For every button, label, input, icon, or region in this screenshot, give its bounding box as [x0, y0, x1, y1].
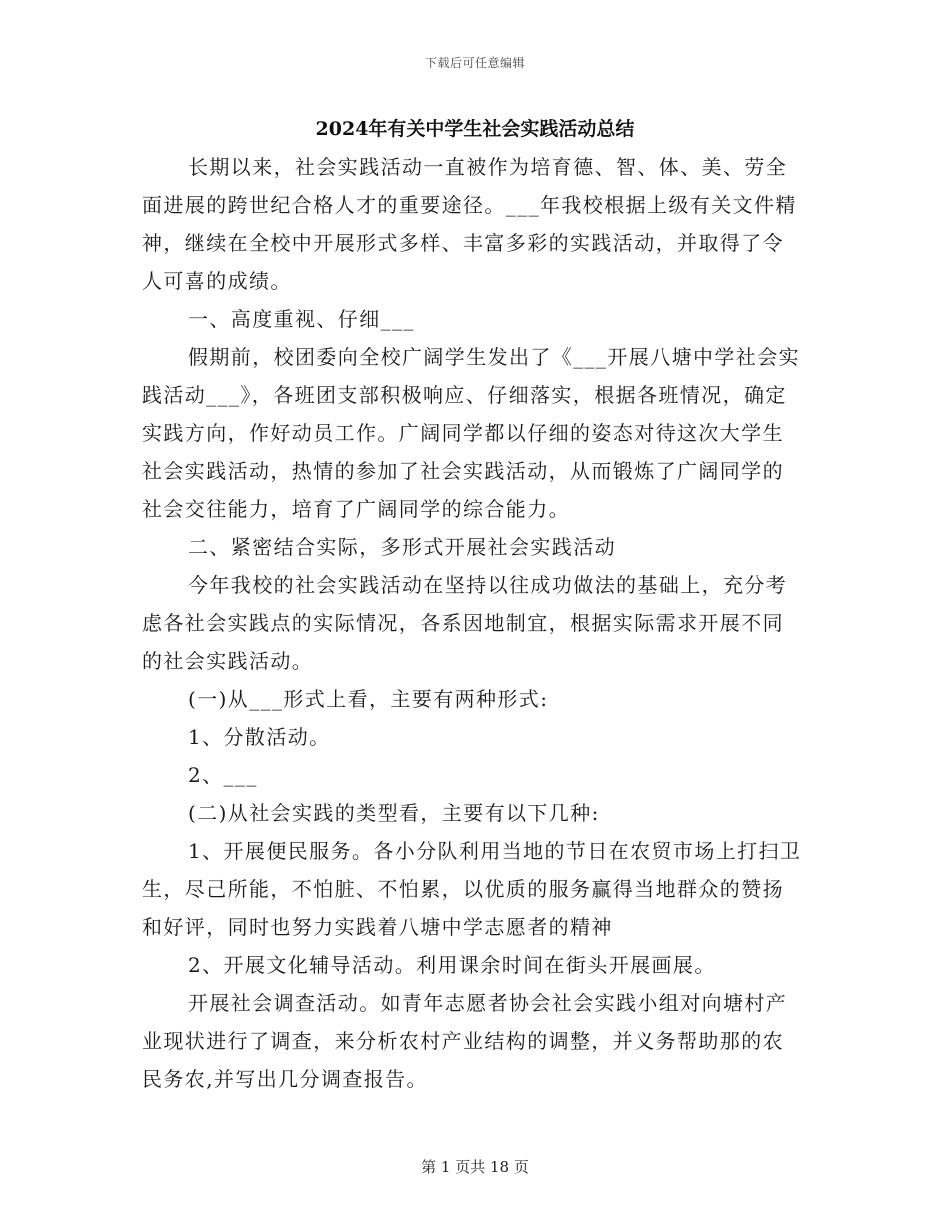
paragraph-section-1: 假期前，校团委向全校广阔学生发出了《___开展八塘中学社会实践活动___》，各班团支部积极响应、仔细落实，根据各班情况，确定实践方向，作好动员工作。广阔同学都以仔细的姿态对待这次大学生社会实践活动，热情的参加了社会实践活动，从而锻炼了广阔同学的社会交往能力，培育了广阔同学的综合能力。 [142, 345, 800, 521]
page-footer: 第 1 页共 18 页 [421, 1158, 529, 1176]
subheading-forms: (一)从___形式上看，主要有两种形式: [188, 687, 549, 711]
list-item-types-1: 1、开展便民服务。各小分队利用当地的节日在农贸市场上打扫卫生，尽己所能，不怕脏、不怕累，以优质的服务赢得当地群众的赞扬和好评，同时也努力实践着八塘中学志愿者的精神 [142, 839, 802, 939]
paragraph-survey: 开展社会调查活动。如青年志愿者协会社会实践小组对向塘村产业现状进行了调查，来分析农村产业结构的调整，并义务帮助那的农民务农,并写出几分调查报告。 [142, 991, 788, 1091]
section-heading-2: 二、紧密结合实际，多形式开展社会实践活动 [188, 535, 616, 559]
section-heading-1: 一、高度重视、仔细___ [188, 307, 415, 331]
paragraph-section-2: 今年我校的社会实践活动在坚持以往成功做法的基础上，充分考虑各社会实践点的实际情况，各系因地制宜，根据实际需求开展不同的社会实践活动。 [142, 573, 788, 673]
header-note: 下载后可任意编辑 [424, 56, 525, 70]
paragraph-intro: 长期以来，社会实践活动一直被作为培育德、智、体、美、劳全面进展的跨世纪合格人才的重要途径。___年我校根据上级有关文件精神，继续在全校中开展形式多样、丰富多彩的实践活动，并取得了令人可喜的成绩。 [142, 155, 797, 293]
list-item-forms-1: 1、分散活动。 [188, 725, 331, 749]
list-item-types-2: 2、开展文化辅导活动。利用课余时间在街头开展画展。 [188, 953, 716, 977]
document-title: 2024年有关中学生社会实践活动总结 [315, 118, 635, 140]
list-item-forms-2: 2、___ [188, 763, 258, 787]
subheading-types: (二)从社会实践的类型看，主要有以下几种: [188, 801, 600, 825]
document-body [142, 148, 802, 1098]
